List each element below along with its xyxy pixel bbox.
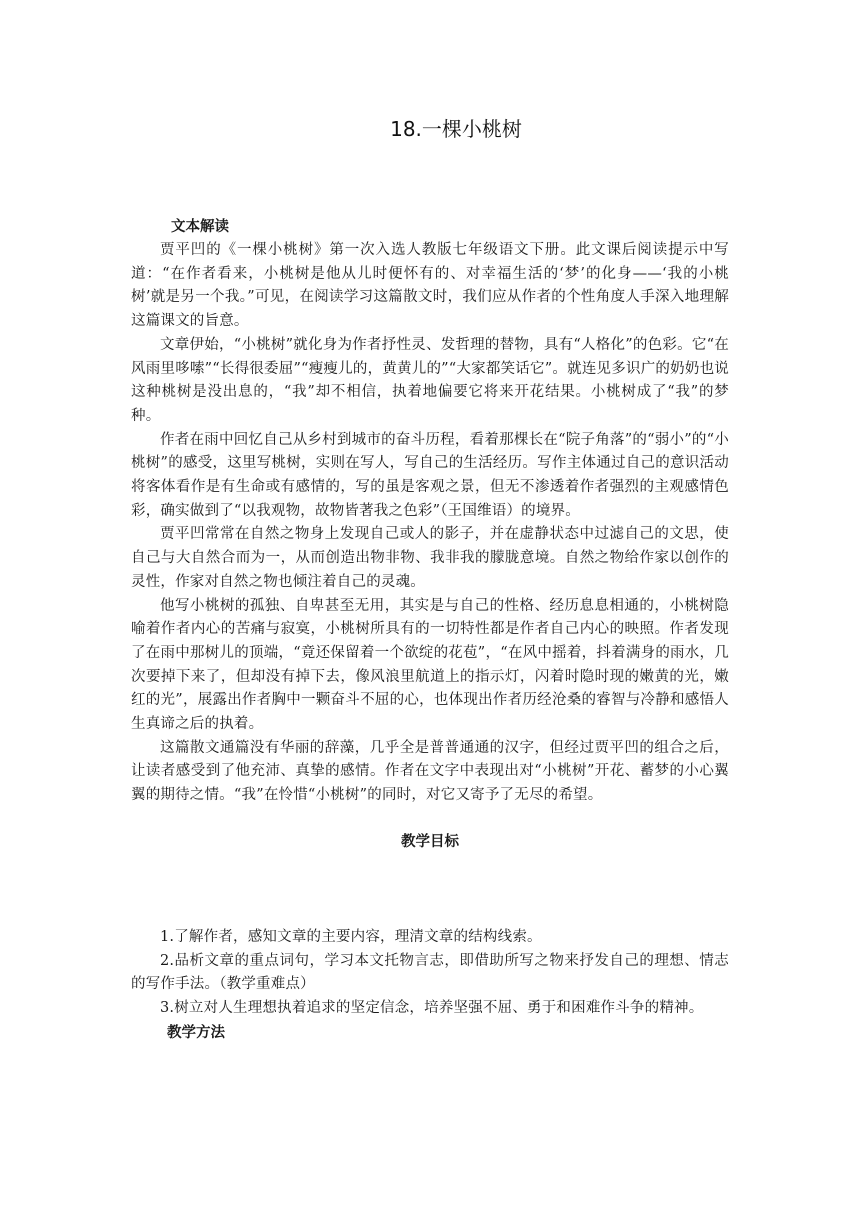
paragraph: 他写小桃树的孤独、自卑甚至无用，其实是与自己的性格、经历息息相通的，小桃树隐喻着作者内心的苦痛与寂寞，小桃树所具有的一切特性都是作者自己内心的映照。作者发现了在雨中那树儿的顶端，“竟还保留着一个欲绽的花苞”，“在风中摇着，抖着满身的雨水，几次要掉下来了，但却没有掉下去，像风浪里航道上的指示灯，闪着时隐时现的嫩黄的光，嫩红的光”，展露出作者胸中一颗奋斗不屈的心，也体现出作者历经沧桑的睿智与冷静和感悟人生真谛之后的执着。 <box>131 597 729 733</box>
section-heading-teaching-goals: 教学目标 <box>401 832 459 850</box>
goal-item: 1.了解作者，感知文章的主要内容，理清文章的结构线索。 <box>160 928 542 945</box>
document-body <box>131 215 729 1045</box>
goals-list <box>131 926 729 1021</box>
paragraph: 贾平凹常常在自然之物身上发现自己或人的影子，并在虚静状态中过滤自己的文思，使自己与大自然合而为一，从而创造出物非物、我非我的朦胧意境。自然之物给作家以创作的灵性，作家对自然之物也倾注着自己的灵魂。 <box>131 526 729 590</box>
paragraph: 贾平凹的《一棵小桃树》第一次入选人教版七年级语文下册。此文课后阅读提示中写道：“在作者看来，小桃树是他从儿时便怀有的、对幸福生活的‘梦’的化身——‘我的小桃树’就是另一个我。”可见，在阅读学习这篇散文时，我们应从作者的个性角度人手深入地理解这篇课文的旨意。 <box>131 242 729 330</box>
paragraph: 作者在雨中回忆自己从乡村到城市的奋斗历程，看着那棵长在“院子角落”的“弱小”的“小桃树”的感受，这里写桃树，实则在写人，写自己的生活经历。写作主体通过自己的意识活动将客体看作是有生命或有感情的，写的虽是客观之景，但无不渗透着作者强烈的主观感情色彩，确实做到了“以我观物，故物皆著我之色彩”（王国维语）的境界。 <box>131 431 729 519</box>
goal-item: 3.树立对人生理想执着追求的坚定信念，培养坚强不屈、勇于和困难作斗争的精神。 <box>160 999 704 1016</box>
section-heading-text-reading: 文本解读 <box>171 218 229 235</box>
paragraph: 这篇散文通篇没有华丽的辞藻，几乎全是普普通通的汉字，但经过贾平凹的组合之后，让读者感受到了他充沛、真挚的感情。作者在文字中表现出对“小桃树”开花、蓄梦的小心翼翼的期待之情。“我”在怜惜“小桃树”的同时，对它又寄予了无尽的希望。 <box>131 739 729 804</box>
paragraph: 文章伊始，“小桃树”就化身为作者抒性灵、发哲理的替物，具有“人格化”的色彩。它“在风雨里哆嗦”“长得很委屈”“瘦瘦儿的，黄黄儿的”“大家都笑话它”。就连见多识广的奶奶也说这种桃树是没出息的，“我”却不相信，执着地偏要它将来开花结果。小桃树成了“我”的梦种。 <box>131 336 729 424</box>
document-title: 18.一棵小桃树 <box>390 117 522 141</box>
section-heading-teaching-methods: 教学方法 <box>167 1023 225 1041</box>
goal-item: 2.品析文章的重点词句，学习本文托物言志，即借助所写之物来抒发自己的理想、情志的写作手法。（教学重难点） <box>131 952 729 993</box>
